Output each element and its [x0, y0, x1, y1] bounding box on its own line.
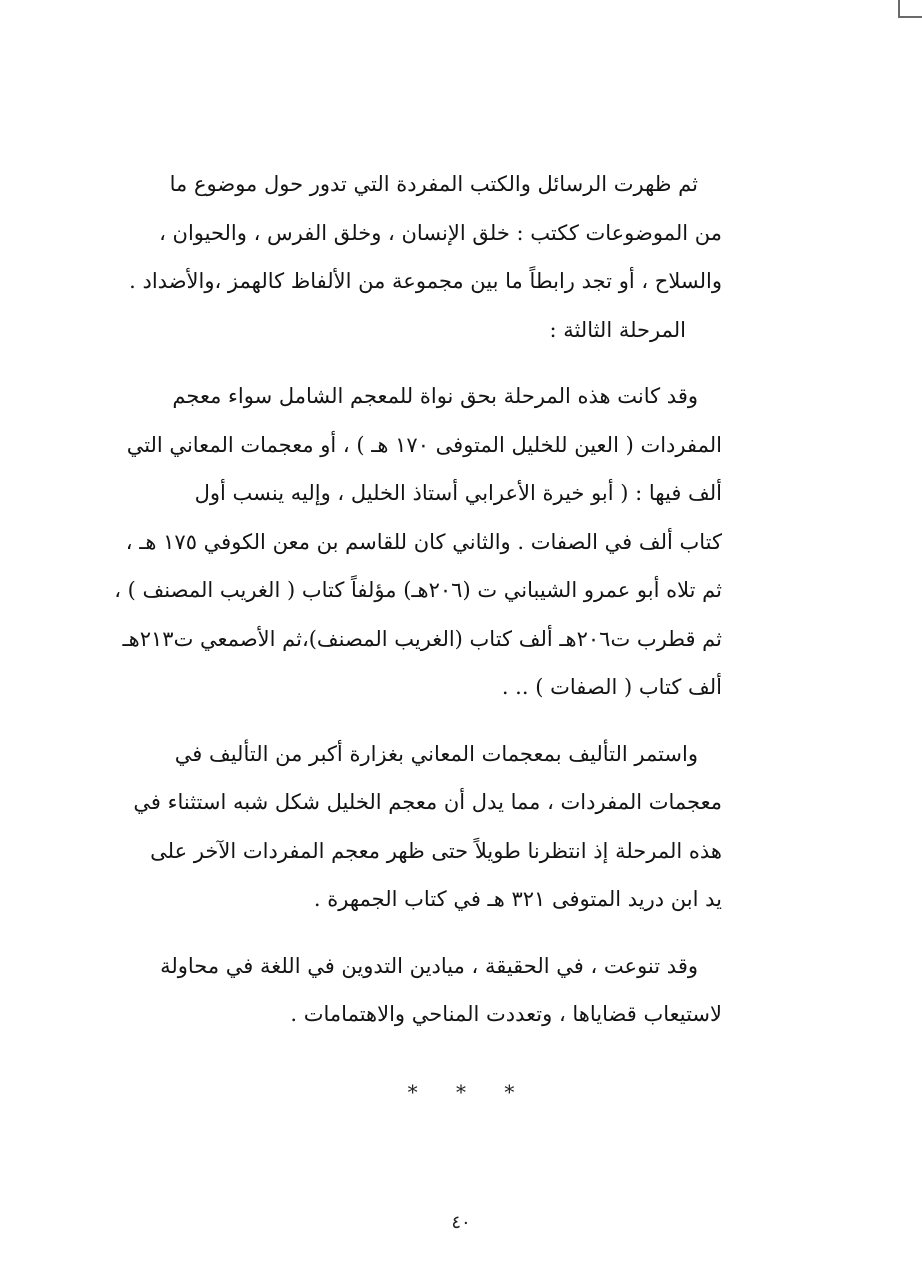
text-line: ثم ظهرت الرسائل والكتب المفردة التي تدور حول موضوع ما [169, 172, 698, 196]
paragraph-4 [80, 942, 722, 1039]
page-body [80, 160, 722, 1039]
separator-star: * [504, 1080, 515, 1104]
text-line: كتاب ألف في الصفات . والثاني كان للقاسم بن معن الكوفي ١٧٥ هـ ، [125, 529, 722, 554]
text-line: والسلاح ، أو تجد رابطاً ما بين مجموعة من الألفاظ كالهمز ،والأضداد . [129, 269, 722, 293]
text-line: لاستيعاب قضاياها ، وتعددت المناحي والاهتمامات . [290, 1002, 722, 1026]
text-line: واستمر التأليف بمعجمات المعاني بغزارة أكبر من التأليف في [174, 741, 698, 766]
paragraph-3 [80, 730, 722, 924]
separator-star: * [407, 1080, 418, 1104]
text-line: هذه المرحلة إذ انتظرنا طويلاً حتى ظهر معجم المفردات الآخر على [150, 838, 722, 863]
section-separator [0, 1080, 922, 1104]
paragraph-1 [80, 160, 722, 306]
corner-border-mark [898, 0, 922, 18]
text-line: يد ابن دريد المتوفى ٣٢١ هـ في كتاب الجمهرة . [313, 887, 722, 911]
text-line: ألف فيها : ( أبو خيرة الأعرابي أستاذ الخليل ، وإليه ينسب أول [194, 481, 722, 505]
separator-star: * [456, 1080, 466, 1104]
text-line: ألف كتاب ( الصفات ) .. . [501, 675, 722, 699]
section-heading-text: المرحلة الثالثة : [549, 317, 686, 342]
text-line: المفردات ( العين للخليل المتوفى ١٧٠ هـ ) ، أو معجمات المعاني التي [126, 432, 722, 457]
section-heading [80, 306, 722, 355]
paragraph-2 [80, 372, 722, 712]
page-number: ٤٠ [451, 1212, 471, 1233]
text-line: ثم قطرب ت٢٠٦هـ ألف كتاب (الغريب المصنف)،ثم الأصمعي ت٢١٣هـ [122, 626, 722, 651]
text-line: ثم تلاه أبو عمرو الشيباني ت (٢٠٦هـ) مؤلفاً كتاب ( الغريب المصنف ) ، [114, 578, 722, 602]
text-line: وقد تنوعت ، في الحقيقة ، ميادين التدوين في اللغة في محاولة [160, 953, 698, 978]
text-line: وقد كانت هذه المرحلة بحق نواة للمعجم الشامل سواء معجم [172, 384, 698, 408]
text-line: من الموضوعات ككتب : خلق الإنسان ، وخلق الفرس ، والحيوان ، [159, 220, 722, 245]
text-line: معجمات المفردات ، مما يدل أن معجم الخليل شكل شبه استثناء في [133, 790, 722, 814]
